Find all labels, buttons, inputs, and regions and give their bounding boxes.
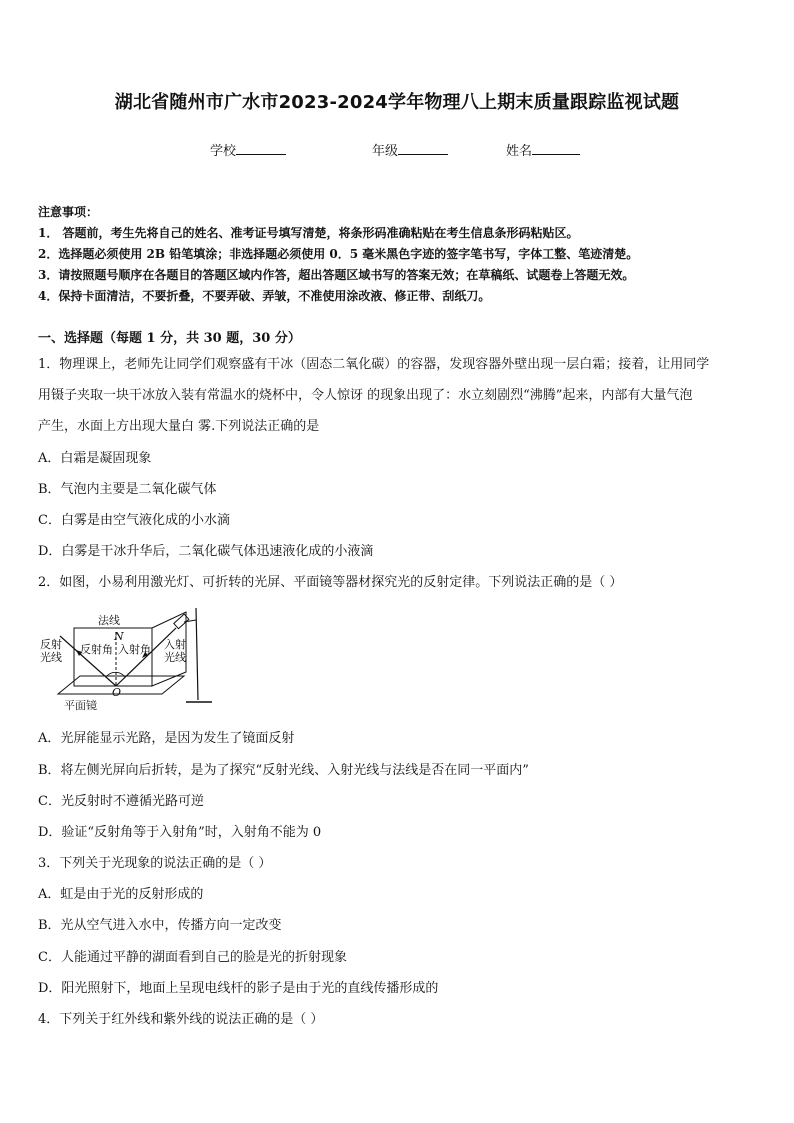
- label-o: O: [112, 686, 122, 699]
- q1-stem-line: 1．物理课上，老师先让同学们观察盛有干冰（固态二氧化碳）的容器，发现容器外壁出现一层白霜；接着，让用同学: [38, 357, 710, 372]
- label-incidence-angle: 入射角: [118, 643, 151, 656]
- note-item: 1． 答题前，考生先将自己的姓名、准考证号填写清楚，将条形码准确粘贴在考生信息条形码粘贴区。: [38, 226, 579, 240]
- notes-heading: 注意事项：: [38, 205, 99, 219]
- left-screen: [74, 628, 152, 686]
- grade-label: 年级: [372, 144, 399, 159]
- q1-option-c: C．白雾是由空气液化成的小水滴: [38, 513, 230, 528]
- q2-option-b: B．将左侧光屏向后折转，是为了探究“反射光线、入射光线与法线是否在同一平面内”: [38, 763, 529, 778]
- q2-option-d: D．验证“反射角等于入射角”时，入射角不能为 0: [38, 825, 322, 840]
- q3-option-c: C．人能通过平静的湖面看到自己的脸是光的折射现象: [38, 950, 347, 965]
- q3-stem: 3．下列关于光现象的说法正确的是（ ）: [38, 856, 272, 871]
- label-incident-ray: 入射: [164, 638, 186, 651]
- school-label: 学校: [210, 144, 237, 159]
- section-heading: 一、选择题（每题 1 分，共 30 题，30 分）: [38, 331, 301, 346]
- q1-stem-line: 用镊子夹取一块干冰放入装有常温水的烧杯中，令人惊讶 的现象出现了：水立刻剧烈“沸腾”起来，内部有大量气泡: [38, 388, 693, 403]
- q3-option-d: D．阳光照射下，地面上呈现电线杆的影子是由于光的直线传播形成的: [38, 981, 439, 996]
- q2-option-a: A．光屏能显示光路，是因为发生了镜面反射: [38, 731, 295, 746]
- note-item: 4．保持卡面清洁，不要折叠，不要弄破、弄皱，不准使用涂改液、修正带、刮纸刀。: [38, 289, 491, 303]
- q3-option-a: A．虹是由于光的反射形成的: [38, 887, 204, 902]
- note-item: 3．请按照题号顺序在各题目的答题区域内作答，超出答题区域书写的答案无效；在草稿纸、试题卷上答题无效。: [38, 268, 635, 282]
- q4-stem: 4．下列关于红外线和紫外线的说法正确的是（ ）: [38, 1012, 324, 1027]
- label-n: N: [114, 630, 124, 643]
- label-mirror: 平面镜: [64, 699, 97, 712]
- q1-option-a: A．白霜是凝固现象: [38, 451, 152, 466]
- label-reflected-ray: 反射: [40, 638, 62, 651]
- label-normal: 法线: [98, 614, 120, 627]
- stand-pole: [196, 608, 198, 700]
- name-field[interactable]: [506, 140, 580, 159]
- q2-option-c: C．光反射时不遵循光路可逆: [38, 794, 204, 809]
- grade-field[interactable]: [372, 140, 448, 159]
- label-reflected-ray-2: 光线: [40, 651, 62, 664]
- q1-stem-line: 产生，水面上方出现大量白 雾.下列说法正确的是: [38, 419, 320, 434]
- label-incident-ray-2: 光线: [164, 651, 186, 664]
- name-label: 姓名: [506, 144, 533, 159]
- school-field[interactable]: [210, 140, 286, 159]
- q3-option-b: B．光从空气进入水中，传播方向一定改变: [38, 918, 282, 933]
- exam-notes: [38, 202, 758, 307]
- q1-option-d: D．白雾是干冰升华后，二氧化碳气体迅速液化成的小液滴: [38, 544, 374, 559]
- exam-title: 湖北省随州市广水市2023-2024学年物理八上期末质量跟踪监视试题: [114, 92, 680, 113]
- note-item: 2．选择题必须使用 2B 铅笔填涂；非选择题必须使用 0．5 毫米黑色字迹的签字笔书写，字体工整、笔迹清楚。: [38, 247, 639, 261]
- reflection-experiment-diagram: [36, 606, 216, 712]
- q1-option-b: B．气泡内主要是二氧化碳气体: [38, 482, 217, 497]
- q2-stem: 2．如图，小易利用激光灯、可折转的光屏、平面镜等器材探究光的反射定律。下列说法正确的是（ ）: [38, 575, 623, 590]
- label-reflection-angle: 反射角: [80, 643, 113, 656]
